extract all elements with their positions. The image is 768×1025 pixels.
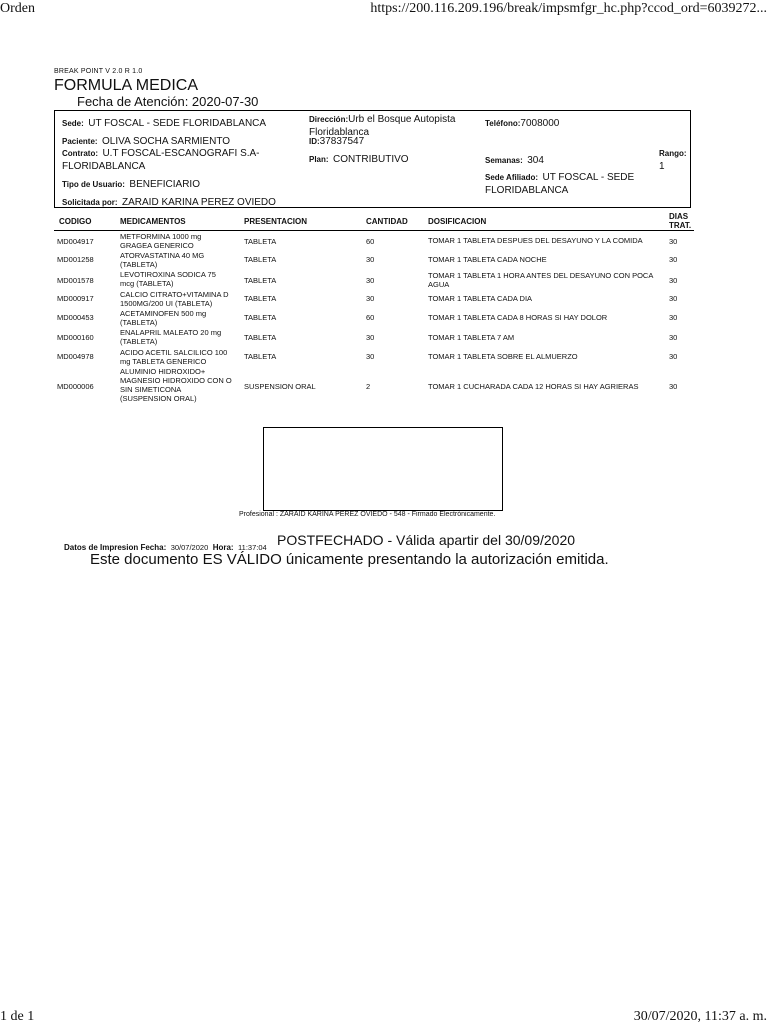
rango-value: 1 <box>659 161 665 172</box>
print-time-value: 11:37:04 <box>238 543 267 552</box>
row-dias: 30 <box>669 255 678 264</box>
row-cantidad: 30 <box>366 333 375 342</box>
row-cantidad: 60 <box>366 313 375 322</box>
print-date-label: Datos de Impresion Fecha: <box>64 543 167 552</box>
row-presentacion: TABLETA <box>244 276 277 285</box>
semanas-value: 304 <box>527 155 544 166</box>
col-header-dias-line1: DIAS <box>669 212 689 221</box>
row-medicamento-line2: mg TABLETA GENERICO <box>120 357 207 366</box>
row-dias: 30 <box>669 313 678 322</box>
col-header-codigo: CODIGO <box>59 217 92 226</box>
row-cantidad: 30 <box>366 352 375 361</box>
direccion-label: Dirección: <box>309 115 349 124</box>
tipo-usuario-label: Tipo de Usuario: <box>62 180 125 189</box>
row-medicamento-line1: ACETAMINOFEN 500 mg <box>120 309 207 318</box>
row-codigo: MD000917 <box>57 294 94 303</box>
sede-label: Sede: <box>62 119 84 128</box>
sede-afiliado-field <box>485 170 634 196</box>
print-time-label: Hora: <box>212 543 234 552</box>
row-cantidad: 30 <box>366 255 375 264</box>
row-medicamento-line2: (TABLETA) <box>120 337 158 346</box>
row-codigo: MD001578 <box>57 276 94 285</box>
solicitada-value: ZARAID KARINA PEREZ OVIEDO <box>122 197 276 208</box>
row-medicamento-line1: LEVOTIROXINA SODICA 75 <box>120 270 216 279</box>
row-codigo: MD000160 <box>57 333 94 342</box>
tipo-usuario-value: BENEFICIARIO <box>129 179 200 190</box>
validity-notice: Este documento ES VÁLIDO únicamente presentando la autorización emitida. <box>90 551 609 568</box>
row-cantidad: 30 <box>366 294 375 303</box>
row-dosificacion: TOMAR 1 CUCHARADA CADA 12 HORAS SI HAY AGRIERAS <box>428 382 639 391</box>
postfechado-notice: POSTFECHADO - Válida apartir del 30/09/2020 <box>277 532 576 548</box>
paciente-value: OLIVA SOCHA SARMIENTO <box>102 136 231 147</box>
row-dias: 30 <box>669 333 678 342</box>
row-codigo: MD001258 <box>57 255 94 264</box>
row-medicamento-line2: (TABLETA) <box>120 318 158 327</box>
rango-label: Rango: <box>659 149 687 158</box>
row-presentacion: TABLETA <box>244 352 277 361</box>
col-header-dias <box>669 212 691 230</box>
row-codigo: MD004917 <box>57 237 94 246</box>
contrato-value: U.T FOSCAL-ESCANOGRAFI S.A- <box>102 148 260 159</box>
row-dosificacion: TOMAR 1 TABLETA CADA NOCHE <box>428 255 547 264</box>
id-label: ID: <box>309 137 320 146</box>
row-medicamento <box>120 290 229 308</box>
sede-afiliado-label: Sede Afiliado: <box>485 173 539 182</box>
contrato-field <box>62 146 260 172</box>
row-medicamento-line3: SIN SIMETICONA <box>120 385 182 394</box>
semanas-label: Semanas: <box>485 156 523 165</box>
id-field <box>309 134 364 147</box>
signature-box <box>263 427 503 511</box>
contrato-value-line2: FLORIDABLANCA <box>62 161 146 172</box>
tipo-usuario-field <box>62 177 200 190</box>
row-codigo: MD000453 <box>57 313 94 322</box>
sede-field <box>62 116 266 129</box>
col-header-cantidad: CANTIDAD <box>366 217 408 226</box>
rango-field <box>659 146 687 172</box>
row-medicamento-line2: (TABLETA) <box>120 260 158 269</box>
row-medicamento-line2: MAGNESIO HIDROXIDO CON O <box>120 376 232 385</box>
row-presentacion: TABLETA <box>244 294 277 303</box>
solicitada-label: Solicitada por: <box>62 198 118 207</box>
row-medicamento-line1: ENALAPRIL MALEATO 20 mg <box>120 328 222 337</box>
row-medicamento-line4: (SUSPENSION ORAL) <box>120 394 197 403</box>
row-medicamento <box>120 309 206 327</box>
telefono-value: 7008000 <box>520 118 560 129</box>
row-medicamento <box>120 348 227 366</box>
row-presentacion: TABLETA <box>244 333 277 342</box>
attention-date: Fecha de Atención: 2020-07-30 <box>77 94 259 109</box>
print-datetime: 30/07/2020, 11:37 a. m. <box>633 1009 767 1024</box>
row-medicamento <box>120 251 204 269</box>
row-medicamento <box>120 367 232 403</box>
row-medicamento-line2: GRAGEA GENERICO <box>120 241 194 250</box>
telefono-field <box>485 116 559 129</box>
row-dias: 30 <box>669 237 678 246</box>
row-dosificacion: TOMAR 1 TABLETA DESPUES DEL DESAYUNO Y LA COMIDA <box>428 236 643 245</box>
print-page-number: 1 de 1 <box>0 1009 35 1024</box>
row-presentacion: TABLETA <box>244 313 277 322</box>
row-dias: 30 <box>669 276 678 285</box>
row-dosificacion: TOMAR 1 TABLETA CADA 8 HORAS SI HAY DOLOR <box>428 313 608 322</box>
row-dosificacion: TOMAR 1 TABLETA 7 AM <box>428 333 515 342</box>
row-medicamento-line1: METFORMINA 1000 mg <box>120 232 202 241</box>
row-medicamento-line2: mcg (TABLETA) <box>120 279 174 288</box>
col-header-presentacion: PRESENTACION <box>244 217 307 226</box>
document-title: FORMULA MEDICA <box>54 77 199 94</box>
print-url: https://200.116.209.196/break/impsmfgr_hc.php?ccod_ord=6039272... <box>370 1 767 16</box>
row-medicamento <box>120 270 216 288</box>
row-presentacion: SUSPENSION ORAL <box>244 382 316 391</box>
row-presentacion: TABLETA <box>244 255 277 264</box>
plan-field <box>309 152 409 165</box>
row-dias: 30 <box>669 382 678 391</box>
table-header-divider <box>54 230 694 231</box>
row-dias: 30 <box>669 352 678 361</box>
telefono-label: Teléfono: <box>485 119 521 128</box>
plan-label: Plan: <box>309 155 329 164</box>
row-dosificacion: TOMAR 1 TABLETA CADA DIA <box>428 294 533 303</box>
sede-value: UT FOSCAL - SEDE FLORIDABLANCA <box>88 118 267 129</box>
software-version: BREAK POINT V 2.0 R 1.0 <box>54 68 143 75</box>
row-medicamento-line1: ATORVASTATINA 40 MG <box>120 251 205 260</box>
id-value: 37837547 <box>319 136 365 147</box>
solicitada-field <box>62 195 276 208</box>
paciente-label: Paciente: <box>62 137 98 146</box>
print-date-value: 30/07/2020 <box>170 543 209 552</box>
sede-afiliado-value-line2: FLORIDABLANCA <box>485 185 569 196</box>
row-medicamento-line1: ALUMINIO HIDROXIDO+ <box>120 367 206 376</box>
row-dosificacion-line2: AGUA <box>428 280 450 289</box>
row-codigo: MD004978 <box>57 352 94 361</box>
row-dias: 30 <box>669 294 678 303</box>
row-cantidad: 2 <box>366 382 371 391</box>
col-header-dias-line2: TRAT. <box>669 221 692 230</box>
row-dosificacion: TOMAR 1 TABLETA SOBRE EL ALMUERZO <box>428 352 578 361</box>
row-medicamento <box>120 328 221 346</box>
direccion-value: Urb el Bosque Autopista <box>348 114 456 125</box>
row-medicamento-line2: 1500MG/200 UI (TABLETA) <box>120 299 213 308</box>
row-dosificacion <box>428 271 653 289</box>
sede-afiliado-value: UT FOSCAL - SEDE <box>542 172 635 183</box>
row-cantidad: 60 <box>366 237 375 246</box>
direccion-value-line2: Floridablanca <box>309 127 370 138</box>
row-medicamento-line1: ACIDO ACETIL SALCILICO 100 <box>120 348 228 357</box>
print-page-title: Orden <box>0 1 35 16</box>
row-medicamento-line1: CALCIO CITRATO+VITAMINA D <box>120 290 229 299</box>
row-presentacion: TABLETA <box>244 237 277 246</box>
contrato-label: Contrato: <box>62 149 98 158</box>
col-header-dosificacion: DOSIFICACION <box>428 217 487 226</box>
patient-info-box <box>54 110 691 208</box>
row-cantidad: 30 <box>366 276 375 285</box>
profesional-signature-line: Profesional : ZARAID KARINA PEREZ OVIEDO - 548 - Firmado Electrónicamente. <box>239 511 496 518</box>
plan-value: CONTRIBUTIVO <box>333 154 409 165</box>
row-dosificacion-line1: TOMAR 1 TABLETA 1 HORA ANTES DEL DESAYUNO CON POCA <box>428 271 654 280</box>
row-medicamento <box>120 232 201 250</box>
semanas-field <box>485 153 544 166</box>
row-codigo: MD000006 <box>57 382 94 391</box>
col-header-medicamentos: MEDICAMENTOS <box>120 217 186 226</box>
